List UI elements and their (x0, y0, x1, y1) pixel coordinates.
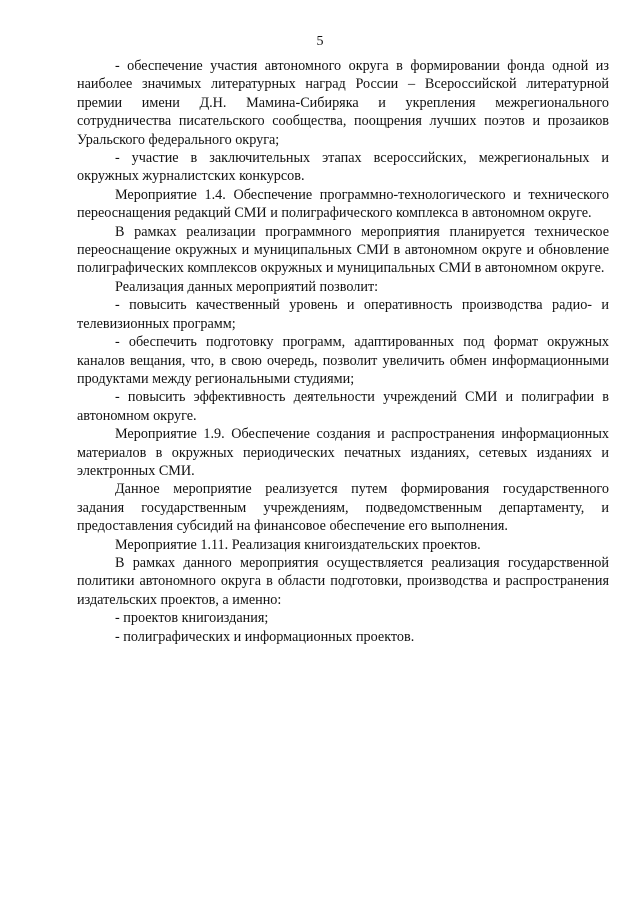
paragraph-technical-reequipment: В рамках реализации программного мероприятия планируется техническое переоснащение окружных и муниципальных СМИ в автономном округе и обновление полиграфических комплексов окружных и муниципальных СМИ в автономном округе. (77, 223, 609, 277)
paragraph-award-fund: - обеспечение участия автономного округа в формировании фонда одной из наиболее значимых литературных наград России – Всероссийской литературной премии имени Д.Н. Мамина-Сибиряка и укрепления межрегионального сотрудничества писательского сообщества, поощрения лучших поэтов и прозаиков Уральского федерального округа; (77, 58, 609, 148)
paragraph-program-preparation: - обеспечить подготовку программ, адаптированных под формат окружных каналов вещания, что, в свою очередь, позволит увеличить обмен информационными продуктами между региональными студиями; (77, 334, 609, 387)
paragraph-state-assignment: Данное мероприятие реализуется путем формирования государственного задания государственным учреждениям, подведомственным департаменту, и предоставления субсидий на финансовое обеспечение его выполнения. (77, 481, 609, 535)
paragraph-radio-tv-quality: - повысить качественный уровень и оперативность производства радио- и телевизионных программ; (77, 297, 609, 332)
page-number: 5 (316, 34, 324, 49)
paragraph-measure-1-4: Мероприятие 1.4. Обеспечение программно-технологического и технического переоснащения редакций СМИ и полиграфического комплекса в автономном округе. (77, 186, 609, 222)
paragraph-book-publishing: - проектов книгоиздания; (115, 610, 269, 627)
paragraph-efficiency: - повысить эффективность деятельности учреждений СМИ и полиграфии в автономном округе. (77, 389, 609, 424)
paragraph-journalism-contests: - участие в заключительных этапах всероссийских, межрегиональных и окружных журналистских конкурсов. (77, 150, 609, 185)
paragraph-results-intro: Реализация данных мероприятий позволит: (115, 278, 379, 295)
paragraph-publishing-policy: В рамках данного мероприятия осуществляется реализация государственной политики автономного округа в области подготовки, производства и распространения издательских проектов, а именно: (77, 554, 609, 608)
paragraph-measure-1-9: Мероприятие 1.9. Обеспечение создания и распространения информационных материалов в окружных периодических печатных изданиях, сетевых изданиях и электронных СМИ. (77, 426, 609, 479)
paragraph-measure-1-11: Мероприятие 1.11. Реализация книгоиздательских проектов. (115, 536, 481, 553)
paragraph-printing-projects: - полиграфических и информационных проектов. (115, 628, 415, 645)
body-text (77, 57, 609, 646)
